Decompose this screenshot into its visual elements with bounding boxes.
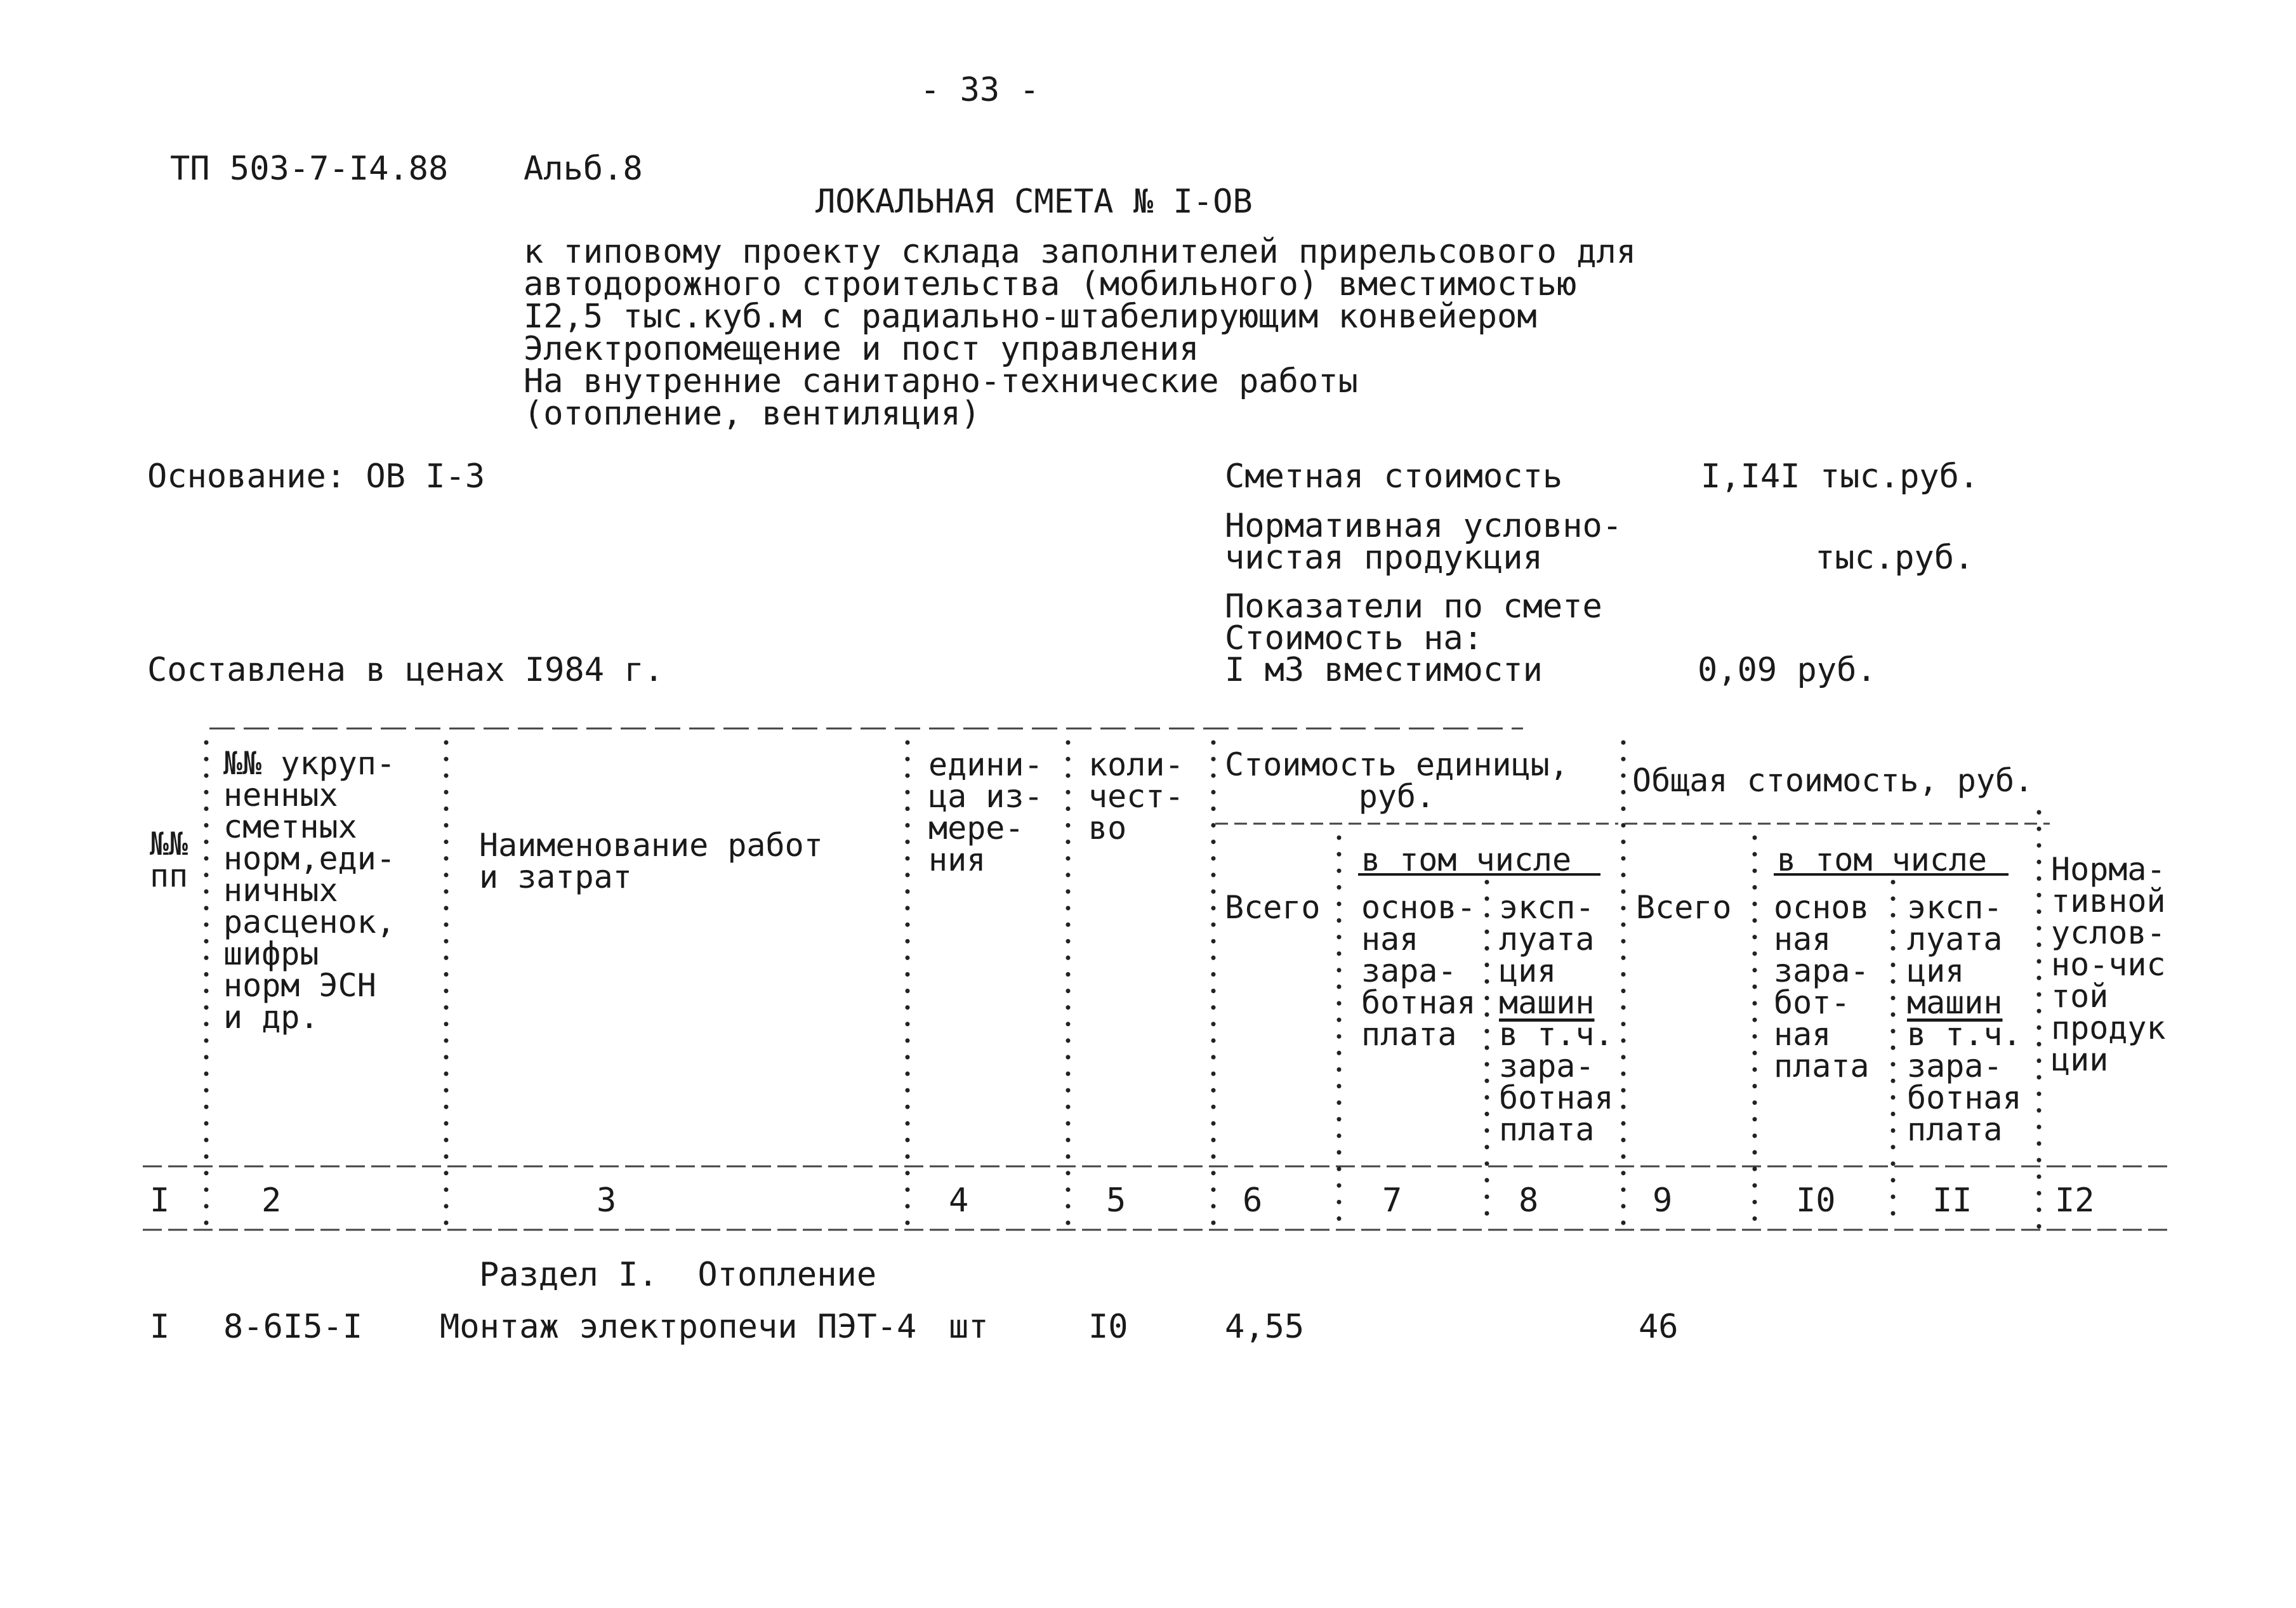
section-heading: Раздел I. Отопление [479, 1256, 877, 1294]
norm-value: тыс.руб. [1815, 539, 1974, 577]
header-machines-1a: эксп- луата ция [1499, 889, 1595, 989]
colnum-3: 3 [597, 1182, 617, 1220]
doc-title: ЛОКАЛЬНАЯ СМЕТА № I-ОВ [815, 183, 1253, 221]
colnum-2: 2 [261, 1182, 282, 1220]
subtitle-line: I2,5 тыс.куб.м с радиально-штабелирующим конвейером [524, 298, 1537, 336]
header-vsego-1: Всего [1225, 889, 1321, 926]
header-machines-2b: машин [1907, 984, 2003, 1021]
subtitle-line: (отопление, вентиляция) [524, 395, 981, 433]
row-qty: I0 [1088, 1308, 1128, 1346]
header-machines-2 [1907, 889, 2022, 1148]
header-vsego-2: Всего [1636, 889, 1732, 926]
indicators-value: 0,09 руб. [1698, 651, 1877, 689]
colnum-11: II [1932, 1182, 1972, 1220]
header-machines-1b: машин [1499, 984, 1595, 1021]
header-unit: едини- ца из- мере- ния [928, 746, 1043, 878]
header-machines-2c: в т.ч. зара- ботная плата [1907, 1016, 2022, 1148]
colnum-10: I0 [1796, 1182, 1836, 1220]
subtitle-line: автодорожного строительства (мобильного) вместимостью [524, 265, 1577, 303]
header-qty: коли- чест- во [1088, 746, 1184, 847]
indicators-1: Показатели по смете [1225, 588, 1602, 626]
subtitle-block [524, 233, 1637, 433]
header-machines-1 [1499, 889, 1614, 1148]
row-total: 46 [1639, 1308, 1679, 1346]
colnum-9: 9 [1653, 1182, 1673, 1220]
colnum-6: 6 [1243, 1182, 1263, 1220]
doc-code: ТП 503-7-I4.88 [170, 150, 449, 188]
row-name: Монтаж электропечи ПЭТ-4 [440, 1308, 917, 1346]
header-unit-cost: Стоимость единицы, руб. [1225, 746, 1569, 815]
subtitle-line: к типовому проекту склада заполнителей прирельсового для [524, 233, 1637, 271]
header-machines-1c: в т.ч. зара- ботная плата [1499, 1016, 1614, 1148]
cost-value: I,I4I тыс.руб. [1701, 458, 1979, 496]
row-unit-total: 4,55 [1225, 1308, 1305, 1346]
header-num: №№ пп [150, 826, 188, 894]
colnum-4: 4 [949, 1182, 969, 1220]
album: Альб.8 [524, 150, 643, 188]
colnum-7: 7 [1382, 1182, 1402, 1220]
header-code: №№ укруп- ненных сметных норм,еди- ничных расценок, шифры норм ЭСН и др. [223, 745, 395, 1036]
row-num: I [150, 1308, 170, 1346]
header-incl-2: в том числе [1777, 841, 1988, 878]
row-code: 8-6I5-I [223, 1308, 363, 1346]
cost-label: Сметная стоимость [1225, 458, 1563, 496]
basis: Основание: ОВ I-3 [147, 458, 485, 496]
header-total-cost: Общая стоимость, руб. [1632, 762, 2034, 799]
compiled-prices: Составлена в ценах I984 г. [147, 651, 664, 689]
colnum-8: 8 [1519, 1182, 1539, 1220]
colnum-5: 5 [1106, 1182, 1126, 1220]
indicators-3: I м3 вместимости [1225, 651, 1543, 689]
colnum-12: I2 [2055, 1182, 2095, 1220]
subtitle-line: На внутренние санитарно-технические работы [524, 362, 1358, 400]
subtitle-line: Электропомещение и пост управления [524, 330, 1199, 368]
header-machines-2a: эксп- луата ция [1907, 889, 2003, 989]
colnum-1: I [150, 1182, 170, 1220]
page-number: - 33 - [920, 71, 1039, 109]
norm-label-2: чистая продукция [1225, 539, 1543, 577]
norm-label-1: Нормативная условно- [1225, 507, 1623, 545]
row-unit: шт [949, 1308, 989, 1346]
header-norm-product: Норма- тивной услов- но-чис той продук ции [2051, 851, 2166, 1078]
indicators-2: Стоимость на: [1225, 619, 1483, 657]
header-name: Наименование работ и затрат [479, 827, 823, 895]
header-base-pay-1: основ- ная зара- ботная плата [1361, 889, 1476, 1053]
header-incl-1: в том числе [1361, 841, 1572, 878]
header-base-pay-2: основ ная зара- бот- ная плата [1774, 889, 1870, 1084]
